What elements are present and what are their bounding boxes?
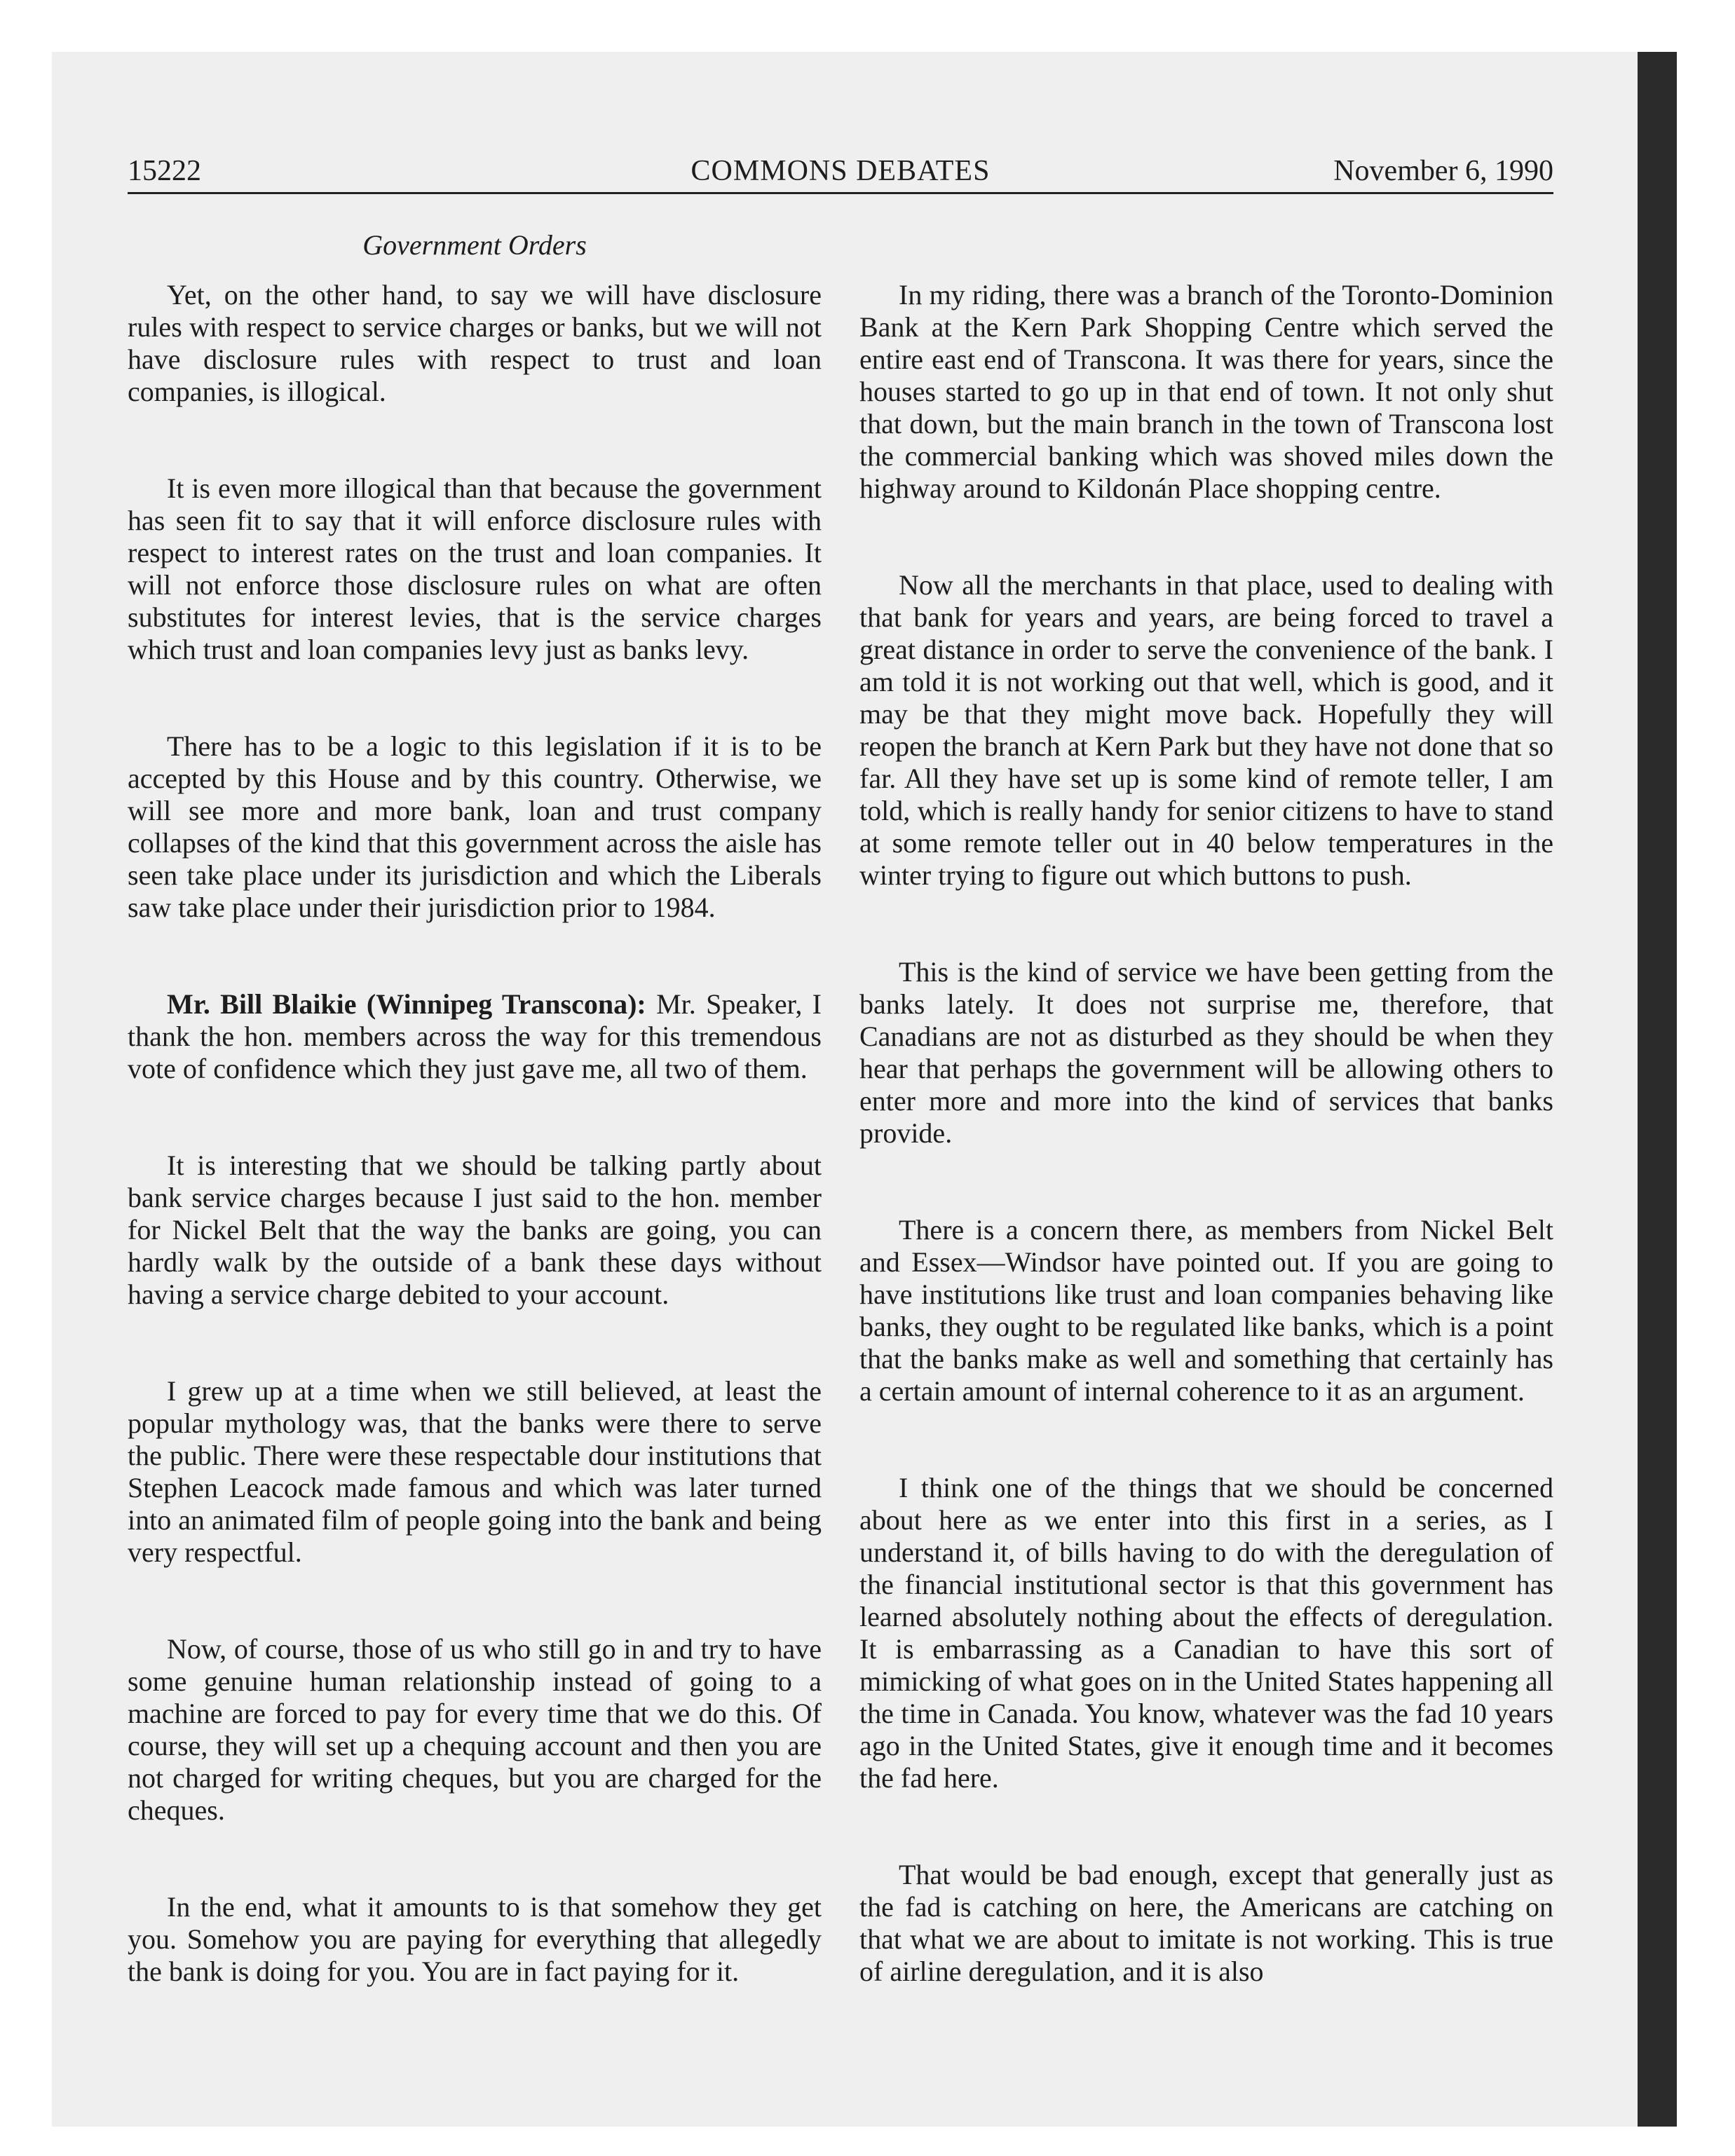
speech-paragraph [128, 988, 822, 1085]
running-header [128, 150, 1553, 192]
paragraph: It is interesting that we should be talking partly about bank service charges because I just said to the hon. member for Nickel Belt that the way the banks are going, you can hardly walk by the outside of a bank these days without having a service charge debited to your account. [128, 1149, 822, 1310]
section-title: Government Orders [362, 229, 587, 261]
paragraph: That would be bad enough, except that generally just as the fad is catching on here, the Americans are catching on that what we are about to imitate is not working. This is true of airline deregulation, and it is also [859, 1859, 1553, 1987]
paragraph: Yet, on the other hand, to say we will have disclosure rules with respect to service charges or banks, but we will not have disclosure rules with respect to trust and loan companies, is illogical. [128, 279, 822, 407]
paragraph: Now all the merchants in that place, used to dealing with that bank for years and years, are being forced to travel a great distance in order to serve the convenience of the bank. I am told it is not working out that well, which is good, and it may be that they might move back. Hopefully they will reopen the branch at Kern Park but they have not done that so far. All they have set up is some kind of remote teller, I am told, which is really handy for senior citizens to have to stand at some remote teller out in 40 below temperatures in the winter trying to figure out which buttons to push. [859, 569, 1553, 891]
publication-title: COMMONS DEBATES [690, 155, 991, 187]
right-column [859, 279, 1553, 1988]
page-binding-edge [1638, 52, 1677, 2127]
paragraph: In the end, what it amounts to is that somehow they get you. Somehow you are paying for everything that allegedly the bank is doing for you. You are in fact paying for it. [128, 1891, 822, 1987]
header-rule [128, 192, 1553, 194]
page-number: 15222 [128, 155, 201, 187]
speaker-name: Mr. Bill Blaikie (Winnipeg Transcona): [167, 988, 646, 1020]
paragraph: I think one of the things that we should be concerned about here as we enter into this first in a series, as I understand it, of bills having to do with the deregulation of the financial institutional sector is that this government has learned absolutely nothing about the effects of deregulation. It is embarrassing as a Canadian to have this sort of mimicking of what goes on in the United States happening all the time in Canada. You know, whatever was the fad 10 years ago in the United States, give it enough time and it becomes the fad here. [859, 1472, 1553, 1794]
speech-text: Mr. Speaker, I thank the hon. members across the way for this tremendous vote of confidence which they just gave me, all two of them. [128, 988, 822, 1084]
left-column [128, 279, 822, 1988]
paragraph: I grew up at a time when we still believed, at least the popular mythology was, that the banks were there to serve the public. There were these respectable dour institutions that Stephen Leacock made famous and which was later turned into an animated film of people going into the bank and being very respectful. [128, 1375, 822, 1568]
paragraph: In my riding, there was a branch of the Toronto-Dominion Bank at the Kern Park Shopping Centre which served the entire east end of Transcona. It was there for years, since the houses started to go up in that end of town. It not only shut that down, but the main branch in the town of Transcona lost the commercial banking which was shoved miles down the highway around to Kildonán Place shopping centre. [859, 279, 1553, 504]
paragraph: There is a concern there, as members from Nickel Belt and Essex—Windsor have pointed out. If you are going to have institutions like trust and loan companies behaving like banks, they ought to be regulated like banks, which is a point that the banks make as well and something that certainly has a certain amount of internal coherence to it as an argument. [859, 1214, 1553, 1407]
paragraph: There has to be a logic to this legislation if it is to be accepted by this House and by this country. Otherwise, we will see more and more bank, loan and trust company collapses of the kind that this government across the aisle has seen take place under its jurisdiction and which the Liberals saw take place under their jurisdiction prior to 1984. [128, 730, 822, 923]
paragraph: This is the kind of service we have been getting from the banks lately. It does not surprise me, therefore, that Canadians are not as disturbed as they should be when they hear that perhaps the government will be allowing others to enter more and more into the kind of services that banks provide. [859, 956, 1553, 1149]
header-date: November 6, 1990 [1333, 155, 1553, 187]
paragraph: It is even more illogical than that because the government has seen fit to say that it will enforce disclosure rules with respect to interest rates on the trust and loan companies. It will not enforce those disclosure rules on what are often substitutes for interest levies, that is the service charges which trust and loan companies levy just as banks levy. [128, 472, 822, 665]
paragraph: Now, of course, those of us who still go in and try to have some genuine human relationship instead of going to a machine are forced to pay for every time that we do this. Of course, they will set up a chequing account and then you are not charged for writing cheques, but you are charged for the cheques. [128, 1633, 822, 1826]
